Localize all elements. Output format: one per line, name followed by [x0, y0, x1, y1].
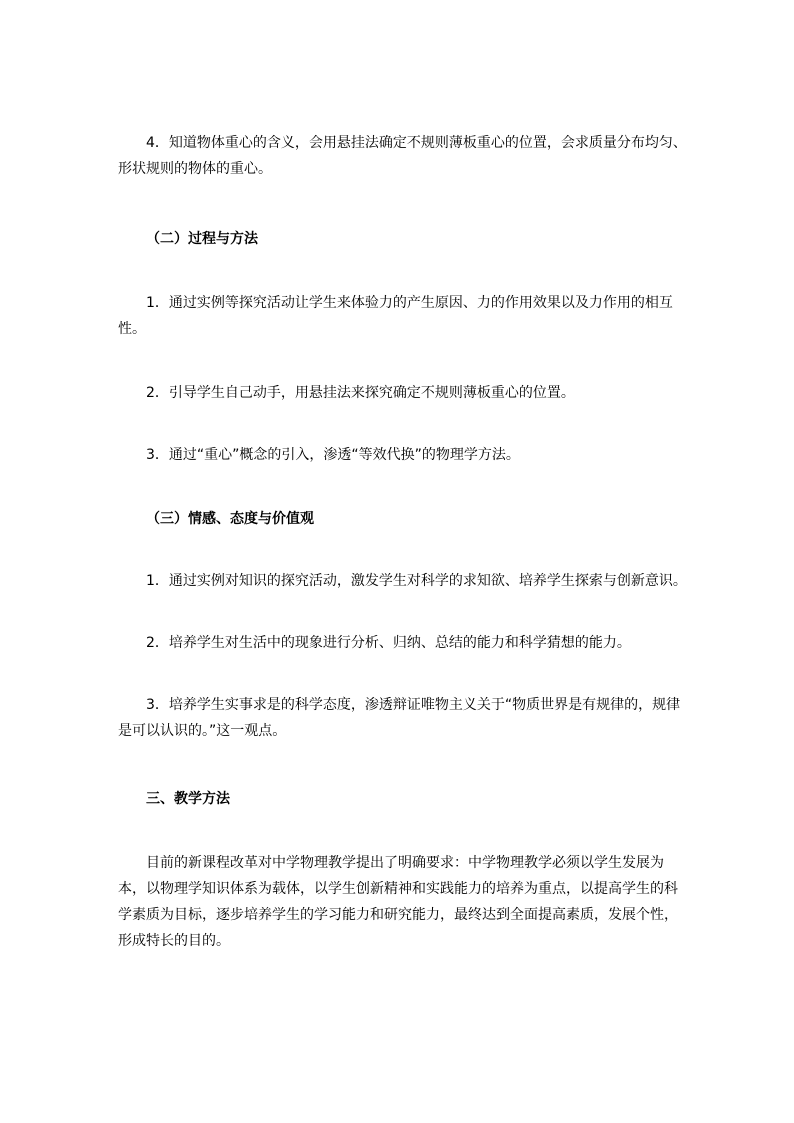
- teaching-method-paragraph: 目前的新课程改革对中学物理教学提出了明确要求：中学物理教学必须以学生发展为本，以物理学知识体系为载体，以学生创新精神和实践能力的培养为重点，以提高学生的科学素质为目标，逐步培养学生的学习能力和研究能力，最终达到全面提高素质，发展个性，形成特长的目的。: [118, 855, 678, 949]
- emotion-item-3: 3．培养学生实事求是的科学态度，渗透辩证唯物主义关于“物质世界是有规律的，规律是可以认识的。”这一观点。: [118, 697, 681, 739]
- knowledge-item-4: 4．知道物体重心的含义，会用悬挂法确定不规则薄板重心的位置，会求质量分布均匀、形状规则的物体的重心。: [118, 135, 687, 177]
- emotion-item-2: 2．培养学生对生活中的现象进行分析、归纳、总结的能力和科学猜想的能力。: [146, 635, 631, 651]
- process-item-2: 2．引导学生自己动手，用悬挂法来探究确定不规则薄板重心的位置。: [146, 385, 575, 401]
- section-heading-teaching-method: 三、教学方法: [146, 791, 230, 807]
- process-item-3: 3．通过“重心”概念的引入，渗透“等效代换”的物理学方法。: [146, 447, 520, 463]
- process-item-1: 1．通过实例等探究活动让学生来体验力的产生原因、力的作用效果以及力作用的相互性。: [118, 295, 673, 337]
- section-heading-process-and-method: （二）过程与方法: [146, 231, 258, 247]
- emotion-item-1: 1．通过实例对知识的探究活动，激发学生对科学的求知欲、培养学生探索与创新意识。: [146, 573, 687, 589]
- section-heading-emotion-attitude-values: （三）情感、态度与价值观: [146, 511, 314, 527]
